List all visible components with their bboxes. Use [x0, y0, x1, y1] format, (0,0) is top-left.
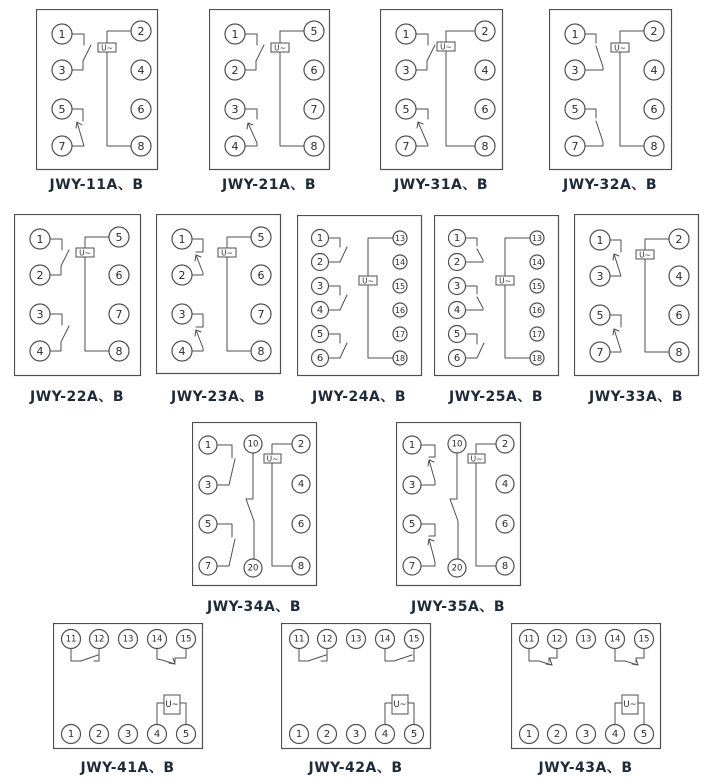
contact-wire [385, 703, 392, 724]
contact-wire [192, 314, 203, 327]
terminal-number: 5 [640, 729, 648, 740]
relay-panel-jwy-33a-b [574, 214, 700, 377]
contact-wire [615, 649, 625, 661]
coil-label: U~ [470, 454, 483, 464]
terminal-number: 4 [453, 305, 461, 316]
terminal-number: 10 [451, 439, 463, 450]
terminal-number: 1 [402, 28, 410, 41]
relay-panel-jwy-32a-b [549, 9, 673, 171]
terminal-number: 13 [531, 234, 543, 243]
terminal-number: 3 [231, 103, 239, 116]
terminal-number: 2 [36, 269, 44, 282]
terminal-number: 14 [609, 634, 621, 645]
terminal-number: 15 [531, 282, 543, 291]
terminal-number: 2 [650, 25, 658, 38]
terminal-number: 5 [402, 103, 410, 116]
panel-label-jwy-35a-b: JWY-35A、B [410, 599, 506, 615]
terminal-number: 2 [675, 233, 683, 246]
wiring-diagram-jwy-33a-b [574, 214, 700, 377]
terminal-number: 2 [481, 25, 489, 38]
terminal-number: 12 [551, 634, 563, 645]
terminal-number: 6 [297, 519, 305, 530]
terminal-number: 1 [571, 28, 579, 41]
contact-wire [585, 109, 596, 118]
contact-wire [450, 453, 458, 559]
panel-label-jwy-31a-b: JWY-31A、B [393, 177, 489, 193]
terminal-number: 18 [394, 354, 406, 363]
terminal-number: 6 [675, 309, 683, 322]
terminal-number: 5 [257, 231, 265, 244]
terminal-number: 1 [408, 440, 416, 451]
terminal-number: 2 [553, 729, 561, 740]
contact-wire [227, 257, 251, 351]
contact-wire [476, 463, 496, 566]
terminal-number: 8 [257, 345, 265, 358]
contact-wire [610, 315, 621, 327]
contact-wire [610, 240, 621, 252]
terminal-number: 15 [638, 634, 650, 645]
terminal-number: 13 [580, 634, 592, 645]
terminal-number: 1 [36, 233, 44, 246]
contact-wire [328, 334, 340, 343]
wiring-diagram-jwy-42a-b [281, 623, 432, 750]
contact-wire [340, 343, 347, 358]
terminal-number: 20 [451, 563, 463, 574]
contact-wire [169, 663, 175, 664]
contact-wire [157, 703, 164, 724]
contact-wire [85, 237, 109, 248]
coil-label: U~ [440, 42, 452, 52]
terminal-number: 16 [394, 306, 406, 315]
relay-panel-jwy-25a-b [434, 215, 560, 377]
contact-wire [465, 286, 477, 294]
contact-wire [638, 703, 644, 724]
terminal-number: 3 [453, 281, 461, 292]
coil-label: U~ [362, 276, 374, 286]
wiring-diagram-jwy-32a-b [549, 9, 673, 171]
contact-wire [418, 122, 428, 145]
relay-panel-jwy-23a-b [156, 214, 282, 375]
terminal-number: 3 [402, 64, 410, 77]
relay-panel-jwy-42a-b [281, 623, 432, 750]
contact-wire [340, 295, 347, 310]
coil-label: U~ [499, 276, 511, 286]
contact-wire [340, 247, 347, 262]
terminal-number: 1 [231, 28, 239, 41]
coil-label: U~ [221, 248, 233, 258]
contact-wire [620, 31, 644, 43]
terminal-number: 8 [501, 561, 509, 572]
contact-wire [245, 143, 257, 146]
terminal-number: 5 [453, 329, 461, 340]
relay-panel-jwy-34a-b [192, 422, 318, 587]
panel-label-jwy-34a-b: JWY-34A、B [206, 599, 302, 615]
wiring-diagram-jwy-43a-b [511, 623, 662, 750]
contact-wire [229, 539, 235, 566]
contact-wire [615, 703, 622, 724]
contact-wire [107, 52, 131, 146]
contact-wire [72, 122, 84, 146]
coil-label: U~ [639, 250, 651, 260]
contact-wire [421, 562, 435, 566]
contact-wire [72, 45, 91, 70]
terminal-number: 11 [523, 634, 535, 645]
contact-wire [505, 238, 530, 276]
contact-wire [636, 649, 644, 662]
terminal-number: 4 [297, 479, 305, 490]
contact-wire [192, 239, 203, 252]
terminal-number: 6 [115, 269, 123, 282]
wiring-diagram-jwy-21a-b [209, 9, 331, 171]
terminal-number: 3 [316, 281, 324, 292]
contact-wire [157, 649, 162, 660]
contact-wire [248, 123, 257, 143]
contact-wire [272, 444, 292, 454]
terminal-number: 13 [122, 634, 134, 645]
terminal-number: 4 [36, 345, 44, 358]
terminal-number: 7 [115, 308, 123, 321]
terminal-number: 5 [596, 309, 604, 322]
panel-label-jwy-22a-b: JWY-22A、B [29, 389, 125, 405]
terminal-number: 12 [321, 634, 333, 645]
terminal-number: 3 [408, 480, 416, 491]
wiring-diagram-jwy-23a-b [156, 214, 282, 375]
panel-label-jwy-32a-b: JWY-32A、B [562, 177, 658, 193]
contact-wire [107, 31, 131, 43]
contact-wire [50, 326, 69, 351]
contact-wire [585, 67, 603, 70]
terminal-number: 7 [571, 140, 579, 153]
terminal-number: 14 [151, 634, 163, 645]
terminal-number: 7 [310, 103, 318, 116]
contact-wire [465, 260, 483, 262]
contact-wire [192, 273, 203, 275]
wiring-diagram-jwy-22a-b [14, 214, 142, 377]
terminal-number: 1 [525, 729, 533, 740]
terminal-number: 15 [394, 282, 406, 291]
terminal-number: 2 [231, 64, 239, 77]
panel-label-jwy-21a-b: JWY-21A、B [221, 177, 317, 193]
contact-wire [465, 334, 477, 344]
terminal-number: 3 [58, 64, 66, 77]
terminal-number: 2 [453, 257, 461, 268]
relay-panel-jwy-11a-b [36, 9, 159, 171]
terminal-number: 8 [115, 345, 123, 358]
relay-panel-jwy-22a-b [14, 214, 142, 377]
contact-wire [272, 463, 292, 566]
contact-wire [245, 109, 257, 119]
terminal-number: 1 [316, 233, 324, 244]
contact-wire [81, 655, 98, 661]
contact-wire [308, 655, 326, 661]
coil-label: U~ [393, 700, 407, 710]
wiring-diagram-jwy-31a-b [380, 9, 504, 171]
contact-wire [50, 314, 62, 325]
contact-wire [76, 122, 77, 128]
terminal-number: 3 [571, 64, 579, 77]
terminal-number: 11 [65, 634, 77, 645]
contact-wire [585, 142, 603, 146]
contact-wire [85, 257, 109, 351]
contact-wire [280, 31, 304, 43]
terminal-number: 2 [501, 439, 509, 450]
contact-wire [477, 297, 483, 308]
contact-wire [217, 445, 232, 458]
terminal-number: 5 [115, 231, 123, 244]
terminal-number: 17 [394, 330, 406, 339]
contact-wire [246, 453, 254, 559]
contact-wire [227, 237, 251, 248]
relay-panel-jwy-35a-b [396, 422, 522, 587]
contact-wire [529, 649, 539, 661]
terminal-number: 6 [501, 519, 509, 530]
terminal-number: 1 [596, 234, 604, 247]
contact-wire [620, 52, 644, 146]
terminal-number: 6 [316, 353, 324, 364]
terminal-number: 4 [137, 64, 145, 77]
terminal-number: 7 [58, 140, 66, 153]
contact-wire [394, 655, 412, 661]
terminal-number: 4 [611, 729, 619, 740]
terminal-number: 4 [178, 345, 186, 358]
terminal-number: 6 [650, 103, 658, 116]
terminal-number: 5 [408, 519, 416, 530]
contact-wire [408, 703, 414, 724]
contact-wire [446, 31, 475, 42]
terminal-number: 7 [204, 561, 212, 572]
coil-label: U~ [274, 43, 286, 53]
terminal-number: 7 [408, 561, 416, 572]
terminal-number: 2 [297, 439, 305, 450]
panel-label-jwy-11a-b: JWY-11A、B [49, 177, 144, 193]
contact-wire [72, 34, 84, 45]
terminal-number: 3 [582, 729, 590, 740]
wiring-diagram-jwy-34a-b [192, 422, 318, 587]
terminal-number: 13 [350, 634, 362, 645]
relay-panel-jwy-24a-b [297, 215, 423, 377]
contact-wire [50, 239, 62, 250]
terminal-number: 2 [95, 729, 103, 740]
contact-wire [585, 34, 596, 43]
terminal-number: 6 [137, 103, 145, 116]
panel-label-jwy-24a-b: JWY-24A、B [311, 389, 407, 405]
terminal-number: 1 [178, 233, 186, 246]
contact-wire [416, 34, 428, 45]
terminal-number: 4 [316, 305, 324, 316]
terminal-number: 4 [231, 140, 239, 153]
contact-wire [180, 703, 186, 724]
terminal-number: 3 [596, 270, 604, 283]
contact-wire [192, 348, 203, 351]
terminal-number: 1 [453, 233, 461, 244]
panel-label-jwy-41a-b: JWY-41A、B [80, 760, 175, 776]
terminal-number: 2 [178, 269, 186, 282]
contact-wire [596, 46, 603, 67]
terminal-number: 7 [596, 346, 604, 359]
panel-label-jwy-23a-b: JWY-23A、B [170, 389, 266, 405]
terminal-number: 18 [531, 354, 543, 363]
terminal-number: 6 [257, 269, 265, 282]
contact-wire [385, 649, 394, 661]
contact-wire [71, 649, 81, 661]
terminal-number: 3 [124, 729, 132, 740]
terminal-number: 1 [67, 729, 75, 740]
terminal-number: 5 [182, 729, 190, 740]
panel-label-jwy-25a-b: JWY-25A、B [448, 389, 544, 405]
terminal-number: 15 [180, 634, 192, 645]
terminal-number: 8 [297, 561, 305, 572]
terminal-number: 2 [316, 257, 324, 268]
contact-wire [368, 238, 393, 276]
terminal-number: 8 [137, 140, 145, 153]
coil-label: U~ [614, 43, 626, 53]
terminal-number: 5 [410, 729, 418, 740]
terminal-number: 12 [93, 634, 105, 645]
terminal-number: 5 [310, 25, 318, 38]
terminal-number: 5 [316, 329, 324, 340]
contact-wire [217, 524, 232, 537]
coil-label: U~ [623, 700, 637, 710]
terminal-number: 13 [394, 234, 406, 243]
terminal-number: 11 [293, 634, 305, 645]
terminal-number: 3 [178, 308, 186, 321]
terminal-number: 14 [379, 634, 391, 645]
contact-wire [614, 254, 621, 276]
relay-panel-jwy-21a-b [209, 9, 331, 171]
contact-wire [476, 444, 496, 454]
contact-wire [429, 460, 435, 481]
terminal-number: 8 [650, 140, 658, 153]
terminal-number: 4 [675, 270, 683, 283]
contact-wire [477, 343, 484, 358]
terminal-number: 2 [323, 729, 331, 740]
contact-wire [645, 239, 669, 250]
terminal-number: 10 [247, 439, 259, 450]
contact-wire [645, 259, 669, 352]
terminal-number: 14 [531, 258, 543, 267]
contact-wire [546, 664, 552, 665]
wiring-diagram-jwy-11a-b [36, 9, 159, 171]
relay-panel-jwy-41a-b [53, 623, 204, 750]
terminal-number: 5 [58, 103, 66, 116]
contact-wire [477, 249, 483, 260]
contact-wire [247, 123, 248, 129]
contact-wire [632, 664, 638, 665]
coil-label: U~ [165, 700, 179, 710]
terminal-number: 6 [481, 103, 489, 116]
terminal-number: 15 [408, 634, 420, 645]
panel-label-jwy-43a-b: JWY-43A、B [538, 760, 633, 776]
terminal-number: 7 [402, 140, 410, 153]
relay-panel-jwy-43a-b [511, 623, 662, 750]
coil-label: U~ [79, 248, 91, 258]
terminal-number: 3 [36, 308, 44, 321]
terminal-number: 17 [531, 330, 543, 339]
terminal-number: 14 [394, 258, 406, 267]
contact-wire [328, 286, 340, 295]
terminal-number: 20 [247, 563, 259, 574]
panel-label-jwy-33a-b: JWY-33A、B [588, 389, 684, 405]
contact-wire [465, 238, 477, 246]
terminal-number: 8 [310, 140, 318, 153]
contact-wire [328, 238, 340, 247]
contact-wire [175, 649, 186, 662]
contact-wire [416, 45, 435, 70]
terminal-number: 1 [295, 729, 303, 740]
wiring-diagram-jwy-35a-b [396, 422, 522, 587]
terminal-number: 4 [153, 729, 161, 740]
contact-wire [614, 329, 621, 351]
contact-wire [429, 539, 435, 562]
contact-wire [421, 481, 435, 485]
terminal-number: 4 [381, 729, 389, 740]
contact-wire [245, 45, 264, 70]
terminal-number: 4 [501, 479, 509, 490]
terminal-number: 5 [571, 103, 579, 116]
terminal-number: 2 [137, 25, 145, 38]
contact-wire [196, 330, 203, 348]
terminal-number: 5 [204, 519, 212, 530]
contact-wire [465, 308, 483, 310]
wiring-diagram-jwy-41a-b [53, 623, 204, 750]
contact-wire [229, 459, 235, 485]
terminal-number: 6 [310, 64, 318, 77]
contact-wire [446, 51, 475, 146]
terminal-number: 7 [257, 308, 265, 321]
relay-panel-jwy-31a-b [380, 9, 504, 171]
terminal-number: 1 [58, 28, 66, 41]
contact-wire [421, 524, 435, 536]
terminal-number: 16 [531, 306, 543, 315]
terminal-number: 8 [481, 140, 489, 153]
contact-wire [72, 109, 83, 121]
contact-wire [280, 52, 304, 146]
contact-wire [421, 445, 435, 457]
panel-label-jwy-42a-b: JWY-42A、B [308, 760, 403, 776]
terminal-number: 4 [650, 64, 658, 77]
terminal-number: 3 [352, 729, 360, 740]
contact-wire [416, 109, 428, 119]
terminal-number: 8 [675, 346, 683, 359]
contact-wire [196, 255, 203, 273]
terminal-number: 6 [453, 353, 461, 364]
wiring-diagram-jwy-25a-b [434, 215, 560, 377]
contact-wire [50, 250, 69, 275]
contact-wire [368, 285, 393, 358]
wiring-diagram-jwy-24a-b [297, 215, 423, 377]
coil-label: U~ [266, 454, 279, 464]
terminal-number: 4 [481, 64, 489, 77]
contact-wire [505, 285, 530, 358]
terminal-number: 3 [204, 480, 212, 491]
terminal-number: 1 [204, 440, 212, 451]
contact-wire [245, 34, 257, 45]
contact-wire [596, 121, 603, 142]
contact-wire [299, 649, 308, 661]
coil-label: U~ [101, 43, 113, 53]
